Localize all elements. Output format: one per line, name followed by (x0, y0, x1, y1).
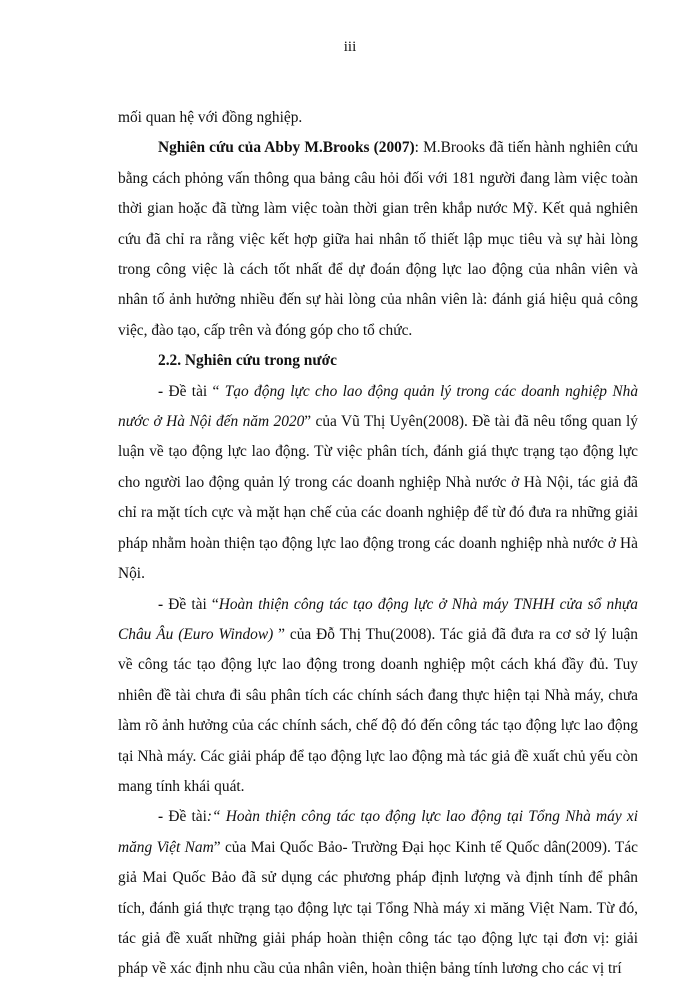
study-prefix: Đề tài “ (168, 382, 225, 400)
paragraph-thu-study (118, 590, 638, 803)
document-body (118, 103, 638, 985)
page-number: iii (343, 39, 357, 55)
study-body: ” của Vũ Thị Uyên(2008). Đề tài đã nêu tổng quan lý luận về tạo động lực lao động. Từ việc phân tích, đánh giá thực trạng tạo động lực cho người lao động quản lý trong các doanh nghiệp Nhà nước ở Hà Nội, tác giả đã chỉ ra mặt tích cực và mặt hạn chế của các doanh nghiệp để từ đó đưa ra những giải pháp nhằm hoàn thiện tạo động lực lao động trong các doanh nghiệp nhà nước ở Hà Nội. (118, 413, 638, 583)
list-dash: - (158, 382, 169, 400)
paragraph-continuation: mối quan hệ với đồng nghiệp. (118, 109, 303, 126)
study-body: : M.Brooks đã tiến hành nghiên cứu bằng cách phỏng vấn thông qua bảng câu hỏi đối với 181 người đang làm việc toàn thời gian hoặc đã từng làm việc toàn thời gian trên khắp nước Mỹ. Kết quả nghiên cứu đã chỉ ra rằng việc kết hợp giữa hai nhân tố thiết lập mục tiêu và sự hài lòng trong công việc là cách tốt nhất để dự đoán động lực lao động của nhân viên và nhân tố ảnh hưởng nhiều đến sự hài lòng của nhân viên là: đánh giá hiệu quả công việc, đào tạo, cấp trên và đóng góp cho tổ chức. (118, 139, 638, 339)
section-heading: 2.2. Nghiên cứu trong nước (158, 352, 337, 370)
list-dash: - (158, 595, 169, 613)
study-title: :“ Hoàn thiện công tác tạo động lực lao động tại Tổng Nhà máy xi măng Việt Nam (118, 808, 638, 856)
paragraph-brooks-study (118, 133, 638, 346)
study-body: ” của Đỗ Thị Thu(2008). Tác giả đã đưa ra cơ sở lý luận về công tác tạo động lực lao động trong doanh nghiệp một cách khá đầy đủ. Tuy nhiên đề tài chưa đi sâu phân tích các chính sách đang thực hiện tại Nhà máy, chưa làm rõ ảnh hưởng của các chính sách, chế độ đó đến công tác tạo động lực lao động tại Nhà máy. Các giải pháp để tạo động lực lao động mà tác giả đề xuất chủ yếu còn mang tính khái quát. (118, 625, 638, 795)
paragraph-uyen-study (118, 377, 638, 590)
study-title: Tạo động lực cho lao động quản lý trong các doanh nghiệp Nhà nước ở Hà Nội đến năm 2020 (118, 382, 639, 431)
study-body: ” của Mai Quốc Bảo- Trường Đại học Kinh tế Quốc dân(2009). Tác giả Mai Quốc Bảo đã sử dụng các phương pháp định lượng và định tính để phân tích, đánh giá thực trạng tạo động lực tại Tổng Nhà máy xi măng Việt Nam. Từ đó, tác giả đề xuất những giải pháp hoàn thiện công tác tạo động lực tại đơn vị: giải pháp về xác định nhu cầu của nhân viên, hoàn thiện bảng tính lương cho các vị trí (118, 838, 638, 978)
study-title: Hoàn thiện công tác tạo động lực ở Nhà máy TNHH cửa sổ nhựa Châu Âu (Euro Window) (118, 595, 638, 643)
list-dash: - (158, 808, 169, 826)
study-prefix: Đề tài (168, 808, 207, 826)
study-lead: Nghiên cứu của Abby M.Brooks (2007) (158, 139, 415, 157)
paragraph-bao-study (118, 802, 638, 984)
study-prefix: Đề tài “ (168, 595, 219, 613)
